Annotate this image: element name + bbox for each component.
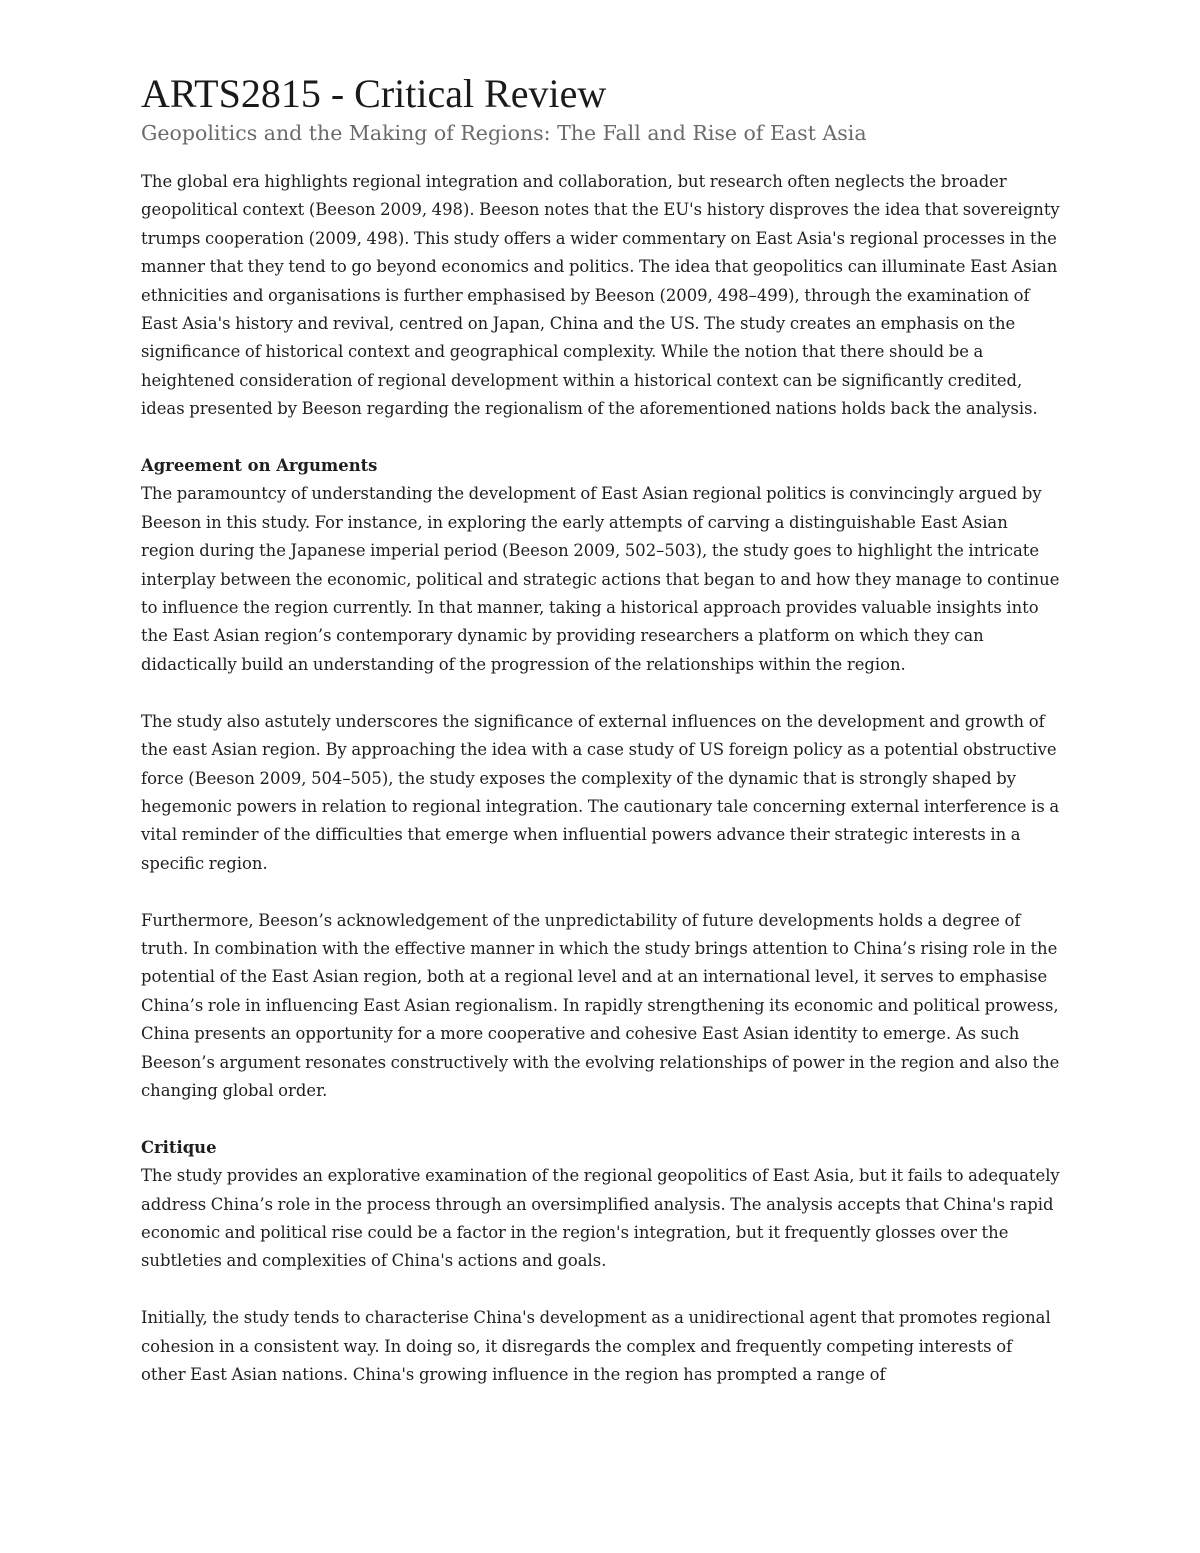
document-subtitle: Geopolitics and the Making of Regions: The Fall and Rise of East Asia bbox=[141, 121, 867, 145]
body-paragraph: Furthermore, Beeson’s acknowledgement of the unpredictability of future developments holds a degree of truth. In combination with the effective manner in which the study brings attention to China’s rising role in the potential of the East Asian region, both at a regional level and at an international level, it serves to emphasise China’s role in influencing East Asian regionalism. In rapidly strengthening its economic and political prowess, China presents an opportunity for a more cooperative and cohesive East Asian identity to emerge. As such Beeson’s argument resonates constructively with the evolving relationships of power in the region and also the changing global order. bbox=[141, 910, 1060, 1100]
intro-paragraph: The global era highlights regional integration and collaboration, but research often neglects the broader geopolitical context (Beeson 2009, 498). Beeson notes that the EU's history disproves the idea that sovereignty trumps cooperation (2009, 498). This study offers a wider commentary on East Asia's regional processes in the manner that they tend to go beyond economics and politics. The idea that geopolitics can illuminate East Asian ethnicities and organisations is further emphasised by Beeson (2009, 498–499), through the examination of East Asia's history and revival, centred on Japan, China and the US. The study creates an emphasis on the significance of historical context and geographical complexity. While the notion that there should be a heightened consideration of regional development within a historical context can be significantly credited, ideas presented by Beeson regarding the regionalism of the aforementioned nations holds back the analysis. bbox=[141, 172, 1060, 419]
section-heading-agreement: Agreement on Arguments bbox=[141, 456, 378, 476]
body-paragraph: Initially, the study tends to characterise China's development as a unidirectional agent that promotes regional cohesion in a consistent way. In doing so, it disregards the complex and frequently competing interests of other East Asian nations. China's growing influence in the region has prompted a range of bbox=[141, 1308, 1051, 1384]
document-title: ARTS2815 - Critical Review bbox=[141, 71, 607, 116]
body-paragraph: The study also astutely underscores the significance of external influences on the development and growth of the east Asian region. By approaching the idea with a case study of US foreign policy as a potential obstructive force (Beeson 2009, 504–505), the study exposes the complexity of the dynamic that is strongly shaped by hegemonic powers in relation to regional integration. The cautionary tale concerning external interference is a vital reminder of the difficulties that emerge when influential powers advance their strategic interests in a specific region. bbox=[141, 711, 1060, 873]
body-paragraph: The paramountcy of understanding the development of East Asian regional politics is convincingly argued by Beeson in this study. For instance, in exploring the early attempts of carving a distinguishable East Asian region during the Japanese imperial period (Beeson 2009, 502–503), the study goes to highlight the intricate interplay between the economic, political and strategic actions that began to and how they manage to continue to influence the region currently. In that manner, taking a historical approach provides valuable insights into the East Asian region’s contemporary dynamic by providing researchers a platform on which they can didactically build an understanding of the progression of the relationships within the region. bbox=[141, 484, 1060, 674]
section-heading-critique: Critique bbox=[141, 1137, 217, 1157]
document-page bbox=[141, 70, 1061, 1418]
body-paragraph: The study provides an explorative examination of the regional geopolitics of East Asia, but it fails to adequately address China’s role in the process through an oversimplified analysis. The analysis accepts that China's rapid economic and political rise could be a factor in the region's integration, but it frequently glosses over the subtleties and complexities of China's actions and goals. bbox=[141, 1166, 1060, 1271]
